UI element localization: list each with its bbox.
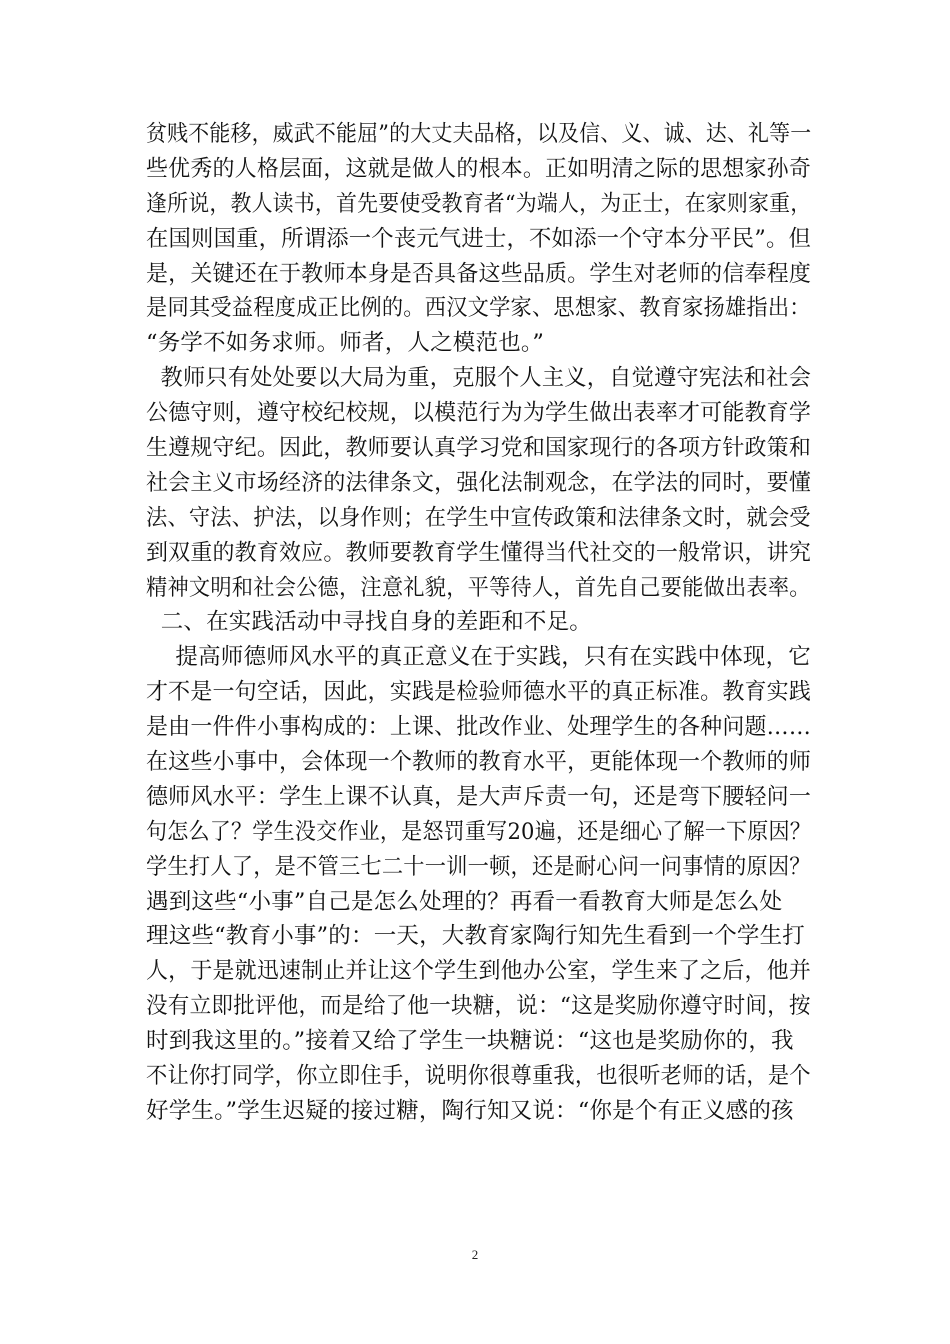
text-line: 在国则国重，所谓添一个丧元气进士，不如添一个守本分平民”。但 <box>146 225 812 252</box>
text-line: 在这些小事中，会体现一个教师的教育水平，更能体现一个教师的师 <box>146 749 812 776</box>
text-line: 人，于是就迅速制止并让这个学生到他办公室，学生来了之后，他并 <box>146 958 812 985</box>
text-line: 是，关键还在于教师本身是否具备这些品质。学生对老师的信奉程度 <box>146 260 812 287</box>
text-line: 生遵规守纪。因此，教师要认真学习党和国家现行的各项方针政策和 <box>146 435 812 462</box>
text-line: 遇到这些“小事”自己是怎么处理的？再看一看教育大师是怎么处 <box>146 888 783 915</box>
text-line: 才不是一句空话，因此，实践是检验师德水平的真正标准。教育实践 <box>146 679 812 706</box>
text-line: 德师风水平：学生上课不认真，是大声斥责一句，还是弯下腰轻问一 <box>146 783 812 810</box>
text-line: “务学不如务求师。师者，人之模范也。” <box>146 330 545 357</box>
text-line: 好学生。”学生迟疑的接过糖，陶行知又说：“你是个有正义感的孩 <box>146 1097 794 1124</box>
text-line: 时到我这里的。”接着又给了学生一块糖说：“这也是奖励你的，我 <box>146 1028 794 1055</box>
text-line: 法、守法、护法，以身作则；在学生中宣传政策和法律条文时，就会受 <box>146 504 811 531</box>
text-line: 句怎么了？学生没交作业，是怒罚重写20遍，还是细心了解一下原因？ <box>146 818 812 845</box>
text-line: 贫贱不能移，威武不能屈”的大丈夫品格，以及信、义、诚、达、礼等一 <box>146 121 812 147</box>
text-line: 没有立即批评他，而是给了他一块糖，说：“这是奖励你遵守时间，按 <box>146 993 811 1020</box>
text-line: 教师只有处处要以大局为重，克服个人主义，自觉遵守宪法和社会 <box>146 365 812 392</box>
text-line: 是同其受益程度成正比例的。西汉文学家、思想家、教育家扬雄指出： <box>146 295 811 322</box>
page-number: 2 <box>471 1247 479 1262</box>
text-line: 学生打人了，是不管三七二十一训一顿，还是耐心问一问事情的原因？ <box>146 853 811 880</box>
text-line: 些优秀的人格层面，这就是做人的根本。正如明清之际的思想家孙奇 <box>146 155 812 182</box>
text-line: 不让你打同学，你立即住手，说明你很尊重我，也很听老师的话，是个 <box>146 1063 811 1090</box>
text-line: 提高师德师风水平的真正意义在于实践，只有在实践中体现，它 <box>146 644 812 671</box>
body-text <box>146 117 811 1129</box>
section-heading: 二、在实践活动中寻找自身的差距和不足。 <box>146 609 593 636</box>
text-line: 逢所说，教人读书，首先要使受教育者“为端人，为正士，在家则家重， <box>146 190 812 217</box>
text-line: 理这些“教育小事”的：一天，大教育家陶行知先生看到一个学生打 <box>146 923 806 950</box>
text-line: 到双重的教育效应。教师要教育学生懂得当代社交的一般常识，讲究 <box>146 539 812 566</box>
text-line: 公德守则，遵守校纪校规，以模范行为为学生做出表率才可能教育学 <box>146 400 812 427</box>
text-line: 是由一件件小事构成的：上课、批改作业、处理学生的各种问题…… <box>146 714 812 741</box>
text-line: 精神文明和社会公德，注意礼貌，平等待人，首先自己要能做出表率。 <box>146 574 811 601</box>
text-line: 社会主义市场经济的法律条文，强化法制观念，在学法的同时，要懂 <box>146 469 812 496</box>
